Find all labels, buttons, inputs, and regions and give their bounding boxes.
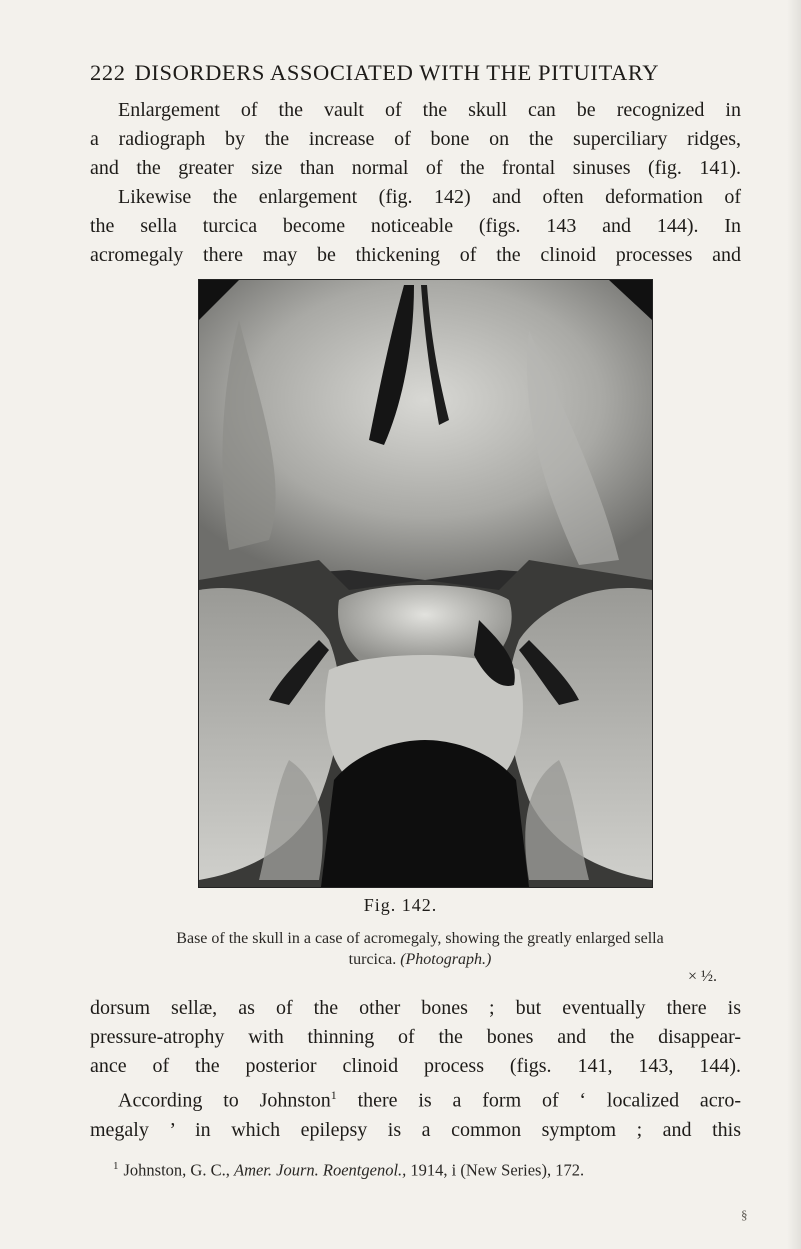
paragraph-top <box>90 96 741 270</box>
text-line: a radiograph by the increase of bone on the superciliary ridges, <box>90 128 741 150</box>
footnote-journal: Amer. Journ. Roentgenol., <box>233 1160 407 1180</box>
caption-line: Base of the skull in a case of acromegaly, showing the greatly enlarged sella <box>176 930 664 947</box>
caption-text: turcica. <box>348 951 397 968</box>
running-head <box>90 60 740 86</box>
text-line <box>90 1081 741 1116</box>
text-line: the sella turcica become noticeable (figs. 143 and 144). In <box>90 215 741 237</box>
text-line: ance of the posterior clinoid process (figs. 141, 143, 144). <box>90 1055 741 1077</box>
paragraph-bottom <box>90 994 741 1145</box>
page-number: 222 <box>90 60 126 85</box>
figure-label: Fig. 142. <box>363 895 438 915</box>
text-run: According to Johnston <box>118 1089 331 1112</box>
scale-note: × ½. <box>688 968 718 985</box>
footnote-details: 1914, i (New Series), 172. <box>410 1160 585 1180</box>
chapter-title: DISORDERS ASSOCIATED WITH THE PITUITARY <box>134 60 660 85</box>
text-line: megaly ’ in which epilepsy is a common symptom ; and this <box>90 1118 741 1141</box>
caption-photograph-note: (Photograph.) <box>400 951 492 968</box>
text-line: acromegaly there may be thickening of the clinoid processes and <box>90 244 741 266</box>
text-line: Enlargement of the vault of the skull can be recognized in <box>118 99 741 121</box>
stray-ink-mark: § <box>741 1207 748 1222</box>
page-edge-shadow <box>787 0 801 1249</box>
footnote-reference: 1 <box>330 1088 337 1102</box>
text-line: and the greater size than normal of the frontal sinuses (fig. 141). <box>90 157 741 179</box>
skull-base-photograph <box>198 279 653 888</box>
footnote <box>113 1160 743 1181</box>
text-line: dorsum sellæ, as of the other bones ; but eventually there is <box>90 997 741 1019</box>
caption-line <box>130 949 710 970</box>
text-line: pressure-atrophy with thinning of the bones and the disappear- <box>90 1026 741 1048</box>
text-line: Likewise the enlargement (fig. 142) and often deformation of <box>118 186 741 208</box>
figure-caption <box>130 928 710 970</box>
text-run: there is a form of ‘ localized acro- <box>336 1089 741 1112</box>
footnote-marker: 1 <box>113 1160 119 1172</box>
footnote-authors: Johnston, G. C., <box>123 1160 230 1180</box>
